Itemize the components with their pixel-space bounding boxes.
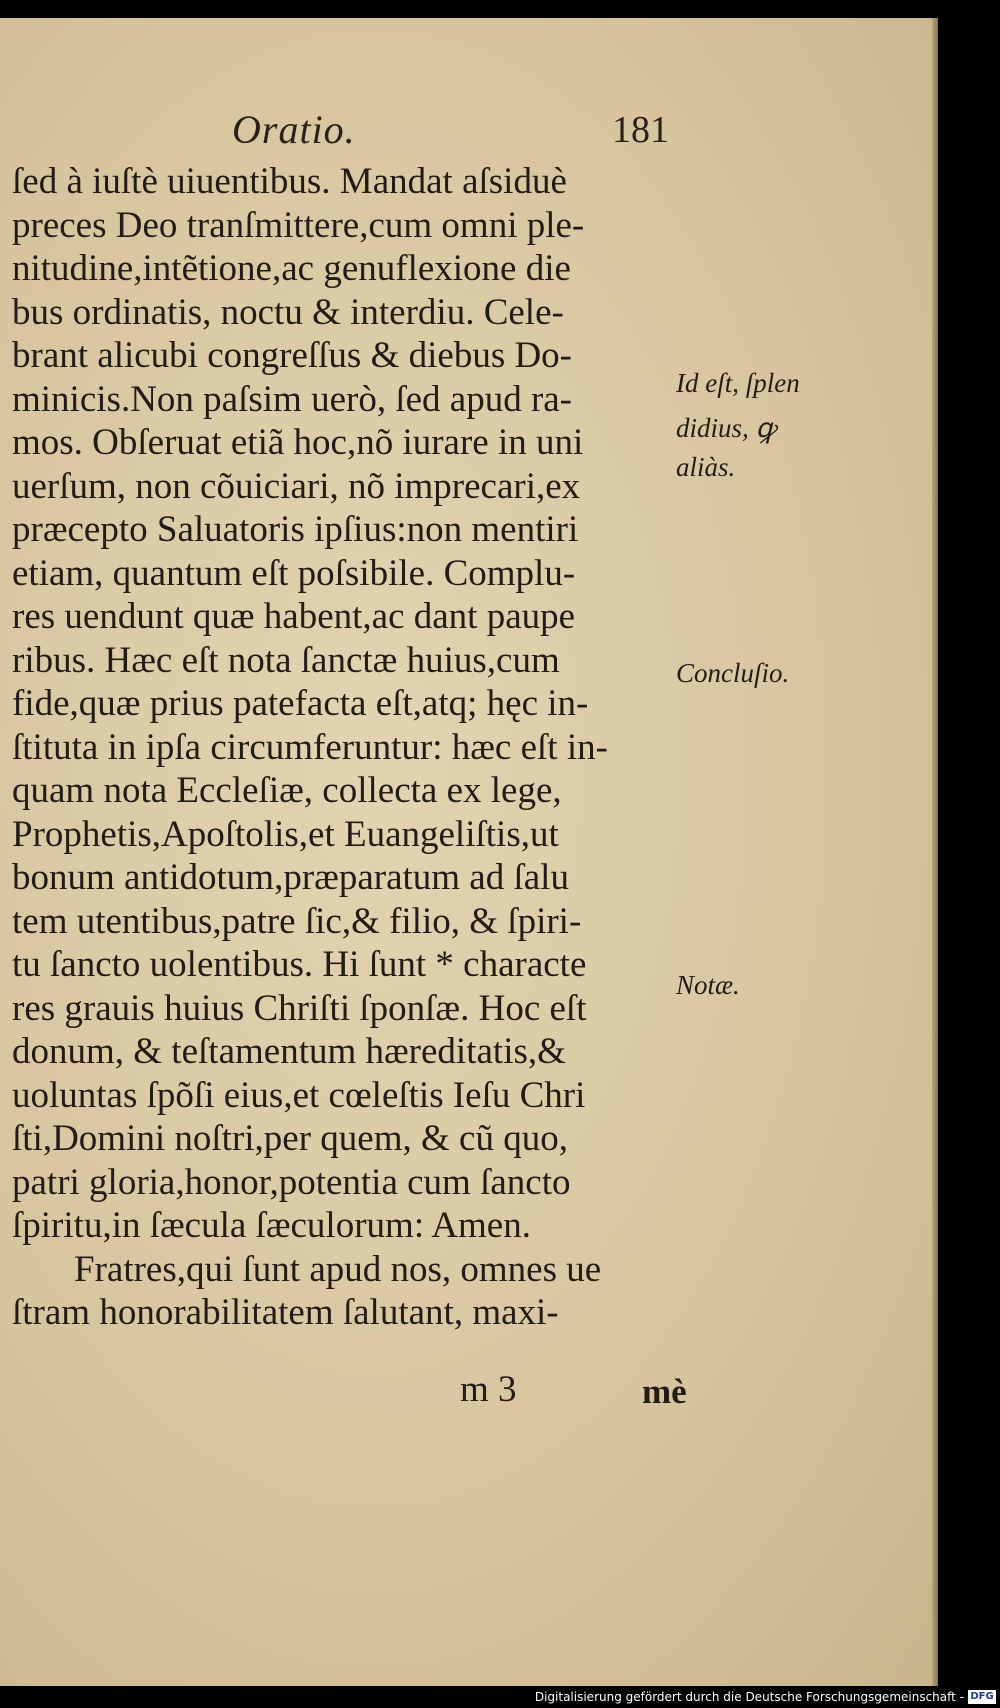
text-line: bonum antidotum,præparatum ad ſalu xyxy=(12,857,569,898)
text-line: minicis.Non paſsim uerò, ſed apud ra- xyxy=(12,378,573,420)
marginal-note: aliàs. xyxy=(676,452,736,482)
text-line: uerſum, non cõuiciari, nõ imprecari,ex xyxy=(12,465,581,507)
footer-bar xyxy=(0,1688,1000,1708)
text-line: quam nota Eccleſiæ, collecta ex lege, xyxy=(12,770,562,811)
paragraph-start-line: Fratres,qui ſunt apud nos, omnes ue xyxy=(74,1248,602,1290)
text-line: præcepto Saluatoris ipſius:non mentiri xyxy=(12,509,579,550)
text-line: tu ſancto uolentibus. Hi ſunt * characte xyxy=(12,944,587,985)
marginal-note: didius, ꝙ xyxy=(676,413,776,443)
text-line: bus ordinatis, noctu & interdiu. Cele- xyxy=(12,291,564,333)
dfg-logo-icon: DFG xyxy=(968,1690,996,1704)
marginal-note: Id eſt, ſplen xyxy=(676,368,800,398)
text-line: patri gloria,honor,potentia cum ſancto xyxy=(12,1161,571,1203)
main-text-block xyxy=(12,160,682,1335)
funding-credit: Digitalisierung gefördert durch die Deutsche Forschungsgemeinschaft - xyxy=(534,1690,964,1704)
text-line: ſtram honorabilitatem ſalutant, maxi- xyxy=(12,1292,559,1333)
text-line: ſpiritu,in ſæcula ſæculorum: Amen. xyxy=(12,1205,531,1246)
page-number: 181 xyxy=(612,109,669,151)
text-line: ſtituta in ipſa circumferuntur: hæc eſt in- xyxy=(12,726,608,768)
text-line: ſti,Domini noſtri,per quem, & cũ quo, xyxy=(12,1118,568,1159)
text-line: tem utentibus,patre ſic,& filio, & ſpiri- xyxy=(12,900,582,942)
text-line: nitudine,intẽtione,ac genuflexione die xyxy=(12,248,571,289)
text-line: ſed à iuſtè uiuentibus. Mandat aſsiduè xyxy=(12,161,567,202)
marginal-note-conclusio: Concluſio. xyxy=(676,658,790,688)
text-line: uoluntas ſpõſi eius,et cœleſtis Ieſu Chri xyxy=(12,1074,586,1116)
text-line: ribus. Hæc eſt nota ſanctæ huius,cum xyxy=(12,639,560,681)
text-line: preces Deo tranſmittere,cum omni ple- xyxy=(12,204,585,246)
text-line: etiam, quantum eſt poſsibile. Complu- xyxy=(12,552,576,594)
text-line: res uendunt quæ habent,ac dant paupe xyxy=(12,596,576,637)
text-line: mos. Obſeruat etiã hoc,nõ iurare in uni xyxy=(12,422,584,463)
text-line: res grauis huius Chriſti ſponſæ. Hoc eſt xyxy=(12,987,587,1029)
text-line: donum, & teſtamentum hæreditatis,& xyxy=(12,1031,566,1072)
text-line: fide,quæ prius patefacta eſt,atq; hęc in- xyxy=(12,683,589,724)
running-title: Oratio. xyxy=(232,107,356,152)
marginal-note-notae: Notæ. xyxy=(676,970,740,1000)
catchword: mè xyxy=(642,1372,687,1411)
marginalia xyxy=(676,0,938,1708)
text-line: Prophetis,Apoſtolis,et Euangeliſtis,ut xyxy=(12,813,559,855)
signature-mark: m 3 xyxy=(460,1369,517,1410)
text-line: brant alicubi congreſſus & diebus Do- xyxy=(12,335,573,376)
